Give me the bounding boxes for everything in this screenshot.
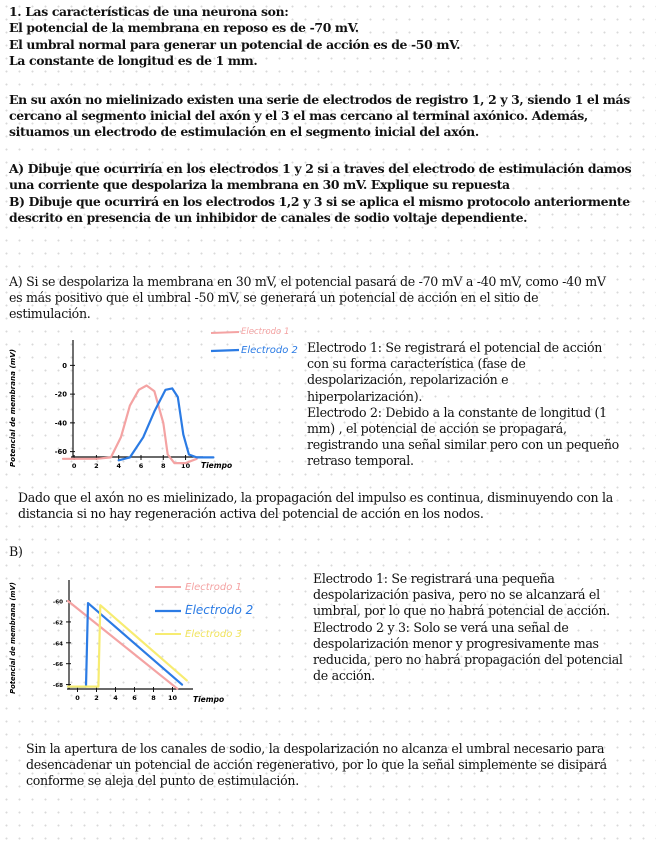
question-block (9, 4, 649, 226)
question-title: 1. Las características de una neurona son: (9, 4, 289, 19)
explanation-line: con su forma característica (fase de (307, 356, 526, 372)
explanation-line: Electrodo 2 y 3: Solo se verá una señal de (313, 619, 569, 635)
x-tick-label: 10 (167, 694, 178, 702)
explanation-line: despolarización, repolarización e (307, 372, 509, 388)
chart-b (5, 572, 305, 712)
answer-b-conclusion (26, 741, 651, 790)
conclusion-line: desencadenar un potencial de acción regenerativo, por lo que la señal simplemente se disipará (26, 757, 607, 773)
answer-a-intro-line: A) Si se despolariza la membrana en 30 mV, el potencial pasará de -70 mV a -40 mV, como -40 mV (9, 274, 606, 289)
x-tick-label: 2 (94, 694, 99, 702)
fact-line: El potencial de la membrana en reposo es de -70 mV. (9, 20, 359, 36)
explanation-line: despolarización pasiva, pero no se alcanzará el (313, 587, 600, 603)
chart-a-ylabel: Potencial de membrana (mV) (8, 348, 17, 468)
y-tick-label: -62 (52, 620, 63, 627)
task-line: B) Dibuje que ocurrirá en los electrodos 1,2 y 3 si se aplica el mismo protocolo anteriormente (9, 193, 630, 209)
explanation-line: mm) , el potencial de acción se propagará, (307, 421, 567, 437)
chart-b-legend-electrodo-1: Electrodo 1 (185, 582, 242, 593)
series-line-electrodo-1 (68, 601, 177, 689)
answer-a-intro (9, 274, 649, 323)
task-line: A) Dibuje que ocurriría en los electrodos 1 y 2 si a traves del electrodo de estimulación damos (9, 160, 632, 176)
explanation-line: Electrodo 1: Se registrará una pequeña (313, 571, 555, 586)
chart-b-legend-electrodo-3: Electrodo 3 (185, 629, 242, 640)
explanation-line: hiperpolarización). (307, 388, 423, 404)
y-tick-label: -60 (54, 448, 67, 457)
chart-a (5, 322, 305, 474)
y-tick-label: 0 (62, 361, 67, 370)
y-tick-label: -20 (54, 390, 67, 399)
y-tick-label: -66 (52, 662, 63, 669)
task-line: una corriente que despolariza la membrana en 30 mV. Explique su repuesta (9, 177, 510, 193)
explanation-line: umbral, por lo que no habrá potencial de acción. (313, 603, 610, 619)
x-tick-label: 0 (75, 694, 80, 702)
chart-b-legend-electrodo-2: Electrodo 2 (185, 603, 254, 617)
chart-a-xlabel: Tiempo (201, 461, 233, 470)
setup-line: situamos un electrodo de estimulación en el segmento inicial del axón. (9, 124, 479, 140)
answer-b-explanation (313, 571, 653, 684)
answer-a-intro-line: es más positivo que el umbral -50 mV, se generará un potencial de acción en el sitio de (9, 290, 539, 306)
task-line: descrito en presencia de un inhibidor de canales de sodio voltaje dependiente. (9, 210, 528, 226)
explanation-line: Electrodo 2: Debido a la constante de longitud (1 (307, 404, 607, 420)
conclusion-line: distancia si no hay regeneración activa del potencial de acción en los nodos. (18, 506, 484, 522)
conclusion-line: conforme se aleja del punto de estimulación. (26, 773, 299, 789)
explanation-line: registrando una señal similar pero con un pequeño (307, 437, 619, 453)
x-tick-label: 8 (151, 694, 156, 702)
explanation-line: despolarización menor y progresivamente mas (313, 635, 599, 651)
answer-a-intro-line: estimulación. (9, 306, 91, 322)
chart-a-legend-swatch-electrodo-1 (211, 332, 239, 333)
chart-a-legend-swatch-electrodo-2 (211, 350, 239, 351)
answer-a-explanation (307, 340, 652, 470)
explanation-line: retraso temporal. (307, 453, 414, 469)
x-tick-label: 6 (138, 462, 144, 470)
answer-b-label: B) (9, 544, 23, 559)
chart-a-legend-electrodo-2: Electrodo 2 (241, 345, 298, 356)
x-tick-label: 0 (71, 462, 77, 470)
x-tick-label: 4 (113, 694, 118, 702)
x-tick-label: 4 (116, 462, 121, 470)
explanation-line: Electrodo 1: Se registrará el potencial de acción (307, 340, 603, 355)
explanation-line: de acción. (313, 668, 375, 684)
x-tick-label: 2 (94, 462, 99, 470)
conclusion-line: Dado que el axón no es mielinizado, la propagación del impulso es continua, disminuyendo con la (18, 490, 613, 505)
chart-b-ylabel: Potencial de membrana (mV) (9, 582, 17, 694)
setup-line: En su axón no mielinizado existen una serie de electrodos de registro 1, 2 y 3, siendo 1 el más (9, 91, 630, 107)
setup-line: cercano al segmento inicial del axón y el 3 el mas cercano al terminal axónico. Además, (9, 108, 588, 124)
fact-line: El umbral normal para generar un potencial de acción es de -50 mV. (9, 36, 461, 52)
x-tick-label: 10 (181, 462, 191, 470)
y-tick-label: -40 (54, 419, 67, 428)
y-tick-label: -60 (52, 599, 63, 606)
x-tick-label: 6 (132, 694, 137, 702)
x-tick-label: 8 (161, 462, 166, 470)
explanation-line: reducida, pero no habrá propagación del potencial (313, 652, 623, 668)
y-tick-label: -64 (52, 641, 63, 648)
fact-line: La constante de longitud es de 1 mm. (9, 53, 258, 69)
conclusion-line: Sin la apertura de los canales de sodio, la despolarización no alcanza el umbral necesario para (26, 741, 605, 756)
answer-a-conclusion (18, 490, 650, 522)
chart-a-legend-electrodo-1: Electrodo 1 (241, 327, 290, 337)
y-tick-label: -68 (52, 683, 63, 690)
chart-b-xlabel: Tiempo (193, 695, 225, 704)
